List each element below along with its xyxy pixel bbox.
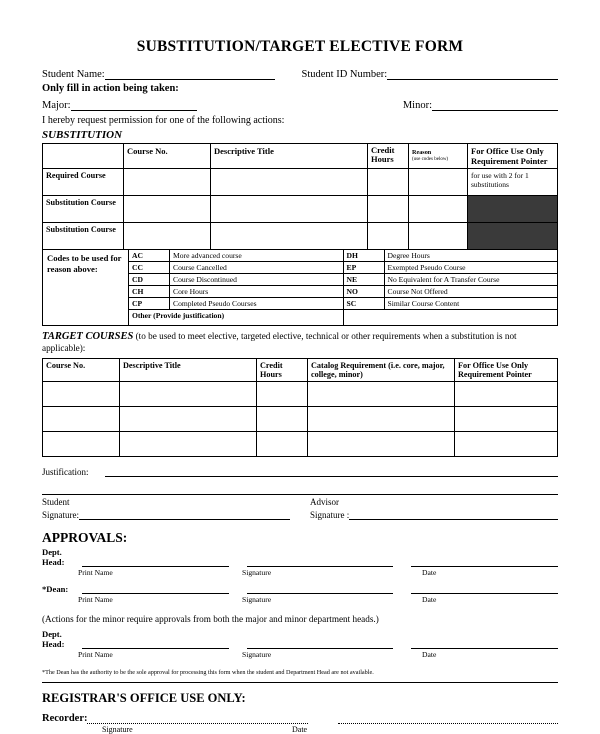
code-key: CD [129,274,170,286]
cell-hours[interactable] [257,407,308,432]
signature-labels [42,497,558,507]
recorder-signature-input[interactable] [87,712,307,724]
list-item [344,298,558,310]
code-desc: Completed Pseudo Courses [170,298,343,310]
cell-reason[interactable] [409,223,468,250]
row-label-substitution-course-2: Substitution Course [43,223,124,250]
caption-date: Date [422,650,437,660]
cell-course-no[interactable] [43,407,120,432]
list-item [344,310,558,326]
caption-date: Date [292,725,308,734]
list-item [344,262,558,274]
minor-approval-note: (Actions for the minor require approvals from both the major and minor department heads.) [42,614,379,625]
dean-signature-input[interactable] [247,582,394,594]
codes-column-right [344,250,558,325]
caption-signature: Signature [102,725,133,734]
signature-divider [42,493,558,495]
cell-catalog[interactable] [308,407,455,432]
target-courses-table [42,358,558,458]
code-key: CH [129,286,170,298]
table-row [43,196,558,223]
cell-reason[interactable] [409,196,468,223]
cell-catalog[interactable] [308,432,455,457]
dean-print-name-input[interactable] [82,582,229,594]
major-minor-row [42,99,558,111]
target-courses-note [42,330,558,355]
codes-table-left [129,250,343,321]
dean-footnote: *The Dean has the authority to be the sole approval for processing this form when the student and Department Head are not available. [42,669,374,677]
page-title: SUBSTITUTION/TARGET ELECTIVE FORM [136,38,464,55]
dean-date-input[interactable] [411,582,558,594]
caption-print-name: Print Name [78,650,113,660]
code-key: DH [344,250,385,262]
student-name-input[interactable] [105,68,276,80]
cell-title[interactable] [120,407,257,432]
substitution-table [42,143,558,250]
cell-title[interactable] [211,196,368,223]
table-row [43,223,558,250]
code-desc: Degree Hours [384,250,557,262]
student-signature-label: Signature: [42,510,79,521]
advisor-signature-row [310,508,558,520]
dept-head-label-2: Dept. Head: [42,629,65,649]
dept-head-row [42,548,558,567]
list-item [129,274,343,286]
recorder-label: Recorder: [42,713,88,725]
table-row [43,382,558,407]
code-desc: More advanced course [170,250,343,262]
header-catalog-requirement: Catalog Requirement (i.e. core, major, college, minor) [308,358,455,382]
header-reason [409,144,468,169]
form-body [42,38,558,734]
student-name-row [42,68,558,80]
header-reason-text: Reason [412,149,432,156]
header-row-label [43,144,124,169]
code-desc: Course Not Offered [384,286,557,298]
header-reason-subtext: (use codes below) [412,156,449,162]
student-label: Student [42,497,70,508]
cell-hours[interactable] [257,432,308,457]
header-descriptive-title: Descriptive Title [211,144,368,169]
table-row [43,169,558,196]
student-signature-input[interactable] [79,508,290,520]
list-item [129,298,343,310]
codes-table-right [344,250,558,325]
codes-label: Codes to be used for reason above: [43,250,129,325]
cell-hours[interactable] [368,196,409,223]
major-input[interactable] [71,99,197,111]
caption-date: Date [422,568,437,578]
recorder-date-input[interactable] [338,712,558,724]
code-desc: Core Hours [170,286,343,298]
cell-course-no[interactable] [124,223,211,250]
recorder-row [42,712,558,724]
code-key: CP [129,298,170,310]
dept-head-captions [42,568,558,577]
only-fill-note: Only fill in action being taken: [42,83,179,94]
cell-title[interactable] [211,169,368,196]
codes-columns [129,250,557,325]
request-line: I hereby request permission for one of the following actions: [42,115,285,126]
code-desc: Course Discontinued [170,274,343,286]
caption-date: Date [422,595,437,605]
list-item [344,250,558,262]
cell-course-no[interactable] [124,196,211,223]
list-item [344,286,558,298]
code-desc: No Equivalent for A Transfer Course [384,274,557,286]
code-key: AC [129,250,170,262]
header-credit-hours: Credit Hours [257,358,308,382]
minor-input[interactable] [432,99,558,111]
major-label: Major: [42,100,71,111]
dept-head-date-input[interactable] [411,555,558,567]
table-row [43,432,558,457]
dept-head-signature-input[interactable] [247,555,394,567]
code-key: CC [129,262,170,274]
justification-label: Justification: [42,467,89,478]
dean-label: *Dean: [42,583,69,594]
signature-inputs [42,508,558,520]
student-id-input[interactable] [387,68,558,80]
code-empty [344,310,558,326]
cell-course-no[interactable] [124,169,211,196]
cell-office[interactable] [455,382,558,407]
caption-print-name: Print Name [78,568,113,578]
header-credit-hours: Credit Hours [368,144,409,169]
substitution-heading: SUBSTITUTION [42,129,123,141]
header-office-use: For Office Use Only Requirement Pointer [468,144,558,169]
justification-input[interactable] [105,465,559,477]
advisor-label: Advisor [310,497,339,508]
caption-print-name: Print Name [78,595,113,605]
code-key: SC [344,298,385,310]
list-item [129,262,343,274]
table-row [43,407,558,432]
code-desc: Similar Course Content [384,298,557,310]
advisor-signature-input[interactable] [349,508,558,520]
dept-head-2-print-name-input[interactable] [82,637,229,649]
header-course-no: Course No. [124,144,211,169]
student-id-label: Student ID Number: [301,69,388,80]
target-courses-heading: TARGET COURSES [42,331,134,342]
code-key: EP [344,262,385,274]
target-courses-subnote: (to be used to meet elective, targeted elective, technical or other requirements when a substitution is not applicable): [42,331,517,354]
registrar-heading: REGISTRAR'S OFFICE USE ONLY: [42,682,558,706]
dean-row [42,582,558,594]
reason-codes-block [42,250,558,326]
cell-office-blocked [468,196,558,223]
cell-reason[interactable] [409,169,468,196]
dept-head-2-captions [42,650,558,659]
student-name-label: Student Name: [42,69,105,80]
code-desc: Exempted Pseudo Course [384,262,557,274]
list-item [129,250,343,262]
code-key-other: Other (Provide justification) [132,311,225,320]
signature-block [42,493,558,520]
code-key: NO [344,286,385,298]
approvals-heading: APPROVALS: [42,530,128,546]
cell-title[interactable] [120,432,257,457]
cell-office-note: for use with 2 for 1 substitutions [468,169,558,196]
student-signature-row [42,508,290,520]
dept-head-2-signature-input[interactable] [247,637,394,649]
caption-signature: Signature [242,568,272,578]
target-header-row [43,358,558,382]
dept-head-row-2 [42,630,558,649]
cell-course-no[interactable] [43,432,120,457]
dept-head-2-date-input[interactable] [411,637,558,649]
dean-captions [42,595,558,604]
cell-hours[interactable] [368,169,409,196]
cell-catalog[interactable] [308,382,455,407]
header-descriptive-title: Descriptive Title [120,358,257,382]
dept-head-label: Dept. Head: [42,547,65,567]
cell-office[interactable] [455,407,558,432]
row-label-required-course: Required Course [43,169,124,196]
cell-title[interactable] [211,223,368,250]
cell-hours[interactable] [368,223,409,250]
code-key: NE [344,274,385,286]
advisor-signature-label: Signature : [310,510,350,521]
cell-office[interactable] [455,432,558,457]
justification-row [42,465,558,477]
cell-office-blocked [468,223,558,250]
list-item [129,310,343,322]
substitution-header-row [43,144,558,169]
row-label-substitution-course-1: Substitution Course [43,196,124,223]
header-course-no: Course No. [43,358,120,382]
list-item [344,274,558,286]
caption-signature: Signature [242,650,272,660]
code-desc: Course Cancelled [170,262,343,274]
caption-signature: Signature [242,595,272,605]
minor-label: Minor: [402,100,432,111]
cell-hours[interactable] [257,382,308,407]
codes-column-left [129,250,344,325]
list-item [129,286,343,298]
dept-head-print-name-input[interactable] [82,555,229,567]
cell-course-no[interactable] [43,382,120,407]
header-office-use: For Office Use Only Requirement Pointer [455,358,558,382]
cell-title[interactable] [120,382,257,407]
